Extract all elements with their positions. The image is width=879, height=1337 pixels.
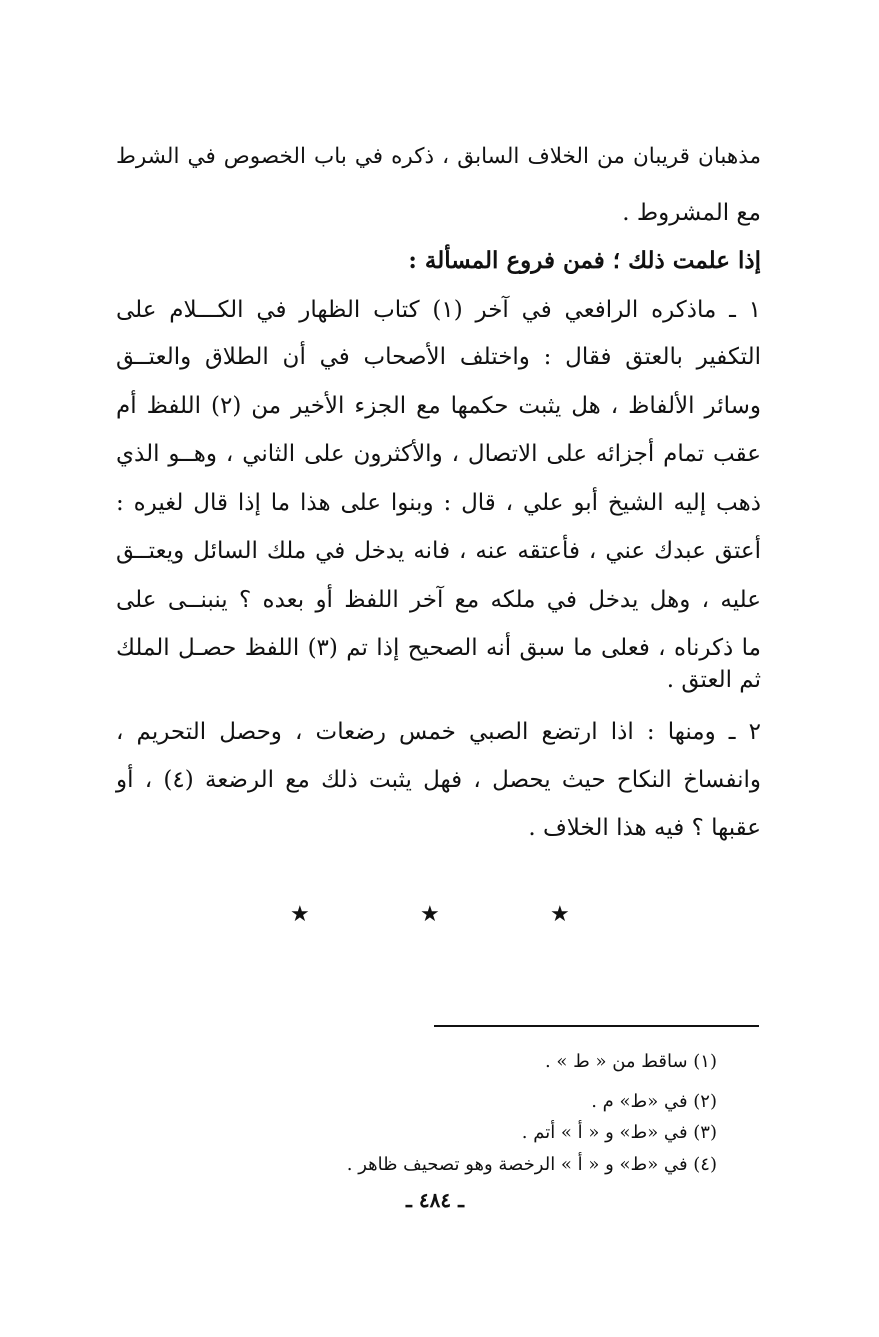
text-line-9: أعتق عبدك عني ، فأعتقه عنه ، فانه يدخل في ملك السائل ويعتــق	[116, 538, 761, 564]
text-line-15: عقبها ؟ فيه هذا الخلاف .	[528, 815, 761, 841]
footnote-4: (٤) في «ط» و « أ » الرخصة وهو تصحيف ظاهر .	[346, 1154, 717, 1175]
footnote-3: (٣) في «ط» و « أ » أتم .	[521, 1122, 717, 1143]
text-line-13: ٢ ـ ومنها : اذا ارتضع الصبي خمس رضعات ، وحصل التحريم ،	[116, 719, 761, 745]
footnote-divider	[434, 1025, 759, 1027]
section-heading: إذا علمت ذلك ؛ فمن فروع المسألة :	[408, 247, 761, 274]
footnote-1: (١) ساقط من « ط » .	[544, 1051, 717, 1072]
text-line-10: عليه ، وهل يدخل في ملكه مع آخر اللفظ أو بعده ؟ ينبنــى على	[116, 587, 761, 613]
text-line-1: مذهبان قريبان من الخلاف السابق ، ذكره في باب الخصوص في الشرط	[116, 144, 761, 169]
text-line-8: ذهب إليه الشيخ أبو علي ، قال : وبنوا على هذا ما إذا قال لغيره :	[116, 490, 761, 516]
star-icon: ★	[420, 902, 440, 927]
text-line-11: ما ذكرناه ، فعلى ما سبق أنه الصحيح إذا تم (٣) اللفظ حصـل الملك	[116, 635, 761, 661]
text-line-6: وسائر الألفاظ ، هل يثبت حكمها مع الجزء الأخير من (٢) اللفظ أم	[116, 393, 761, 419]
star-icon: ★	[290, 902, 310, 927]
section-separator	[280, 902, 580, 938]
text-line-5: التكفير بالعتق فقال : واختلف الأصحاب في أن الطلاق والعتــق	[116, 344, 761, 370]
text-line-14: وانفساخ النكاح حيث يحصل ، فهل يثبت ذلك مع الرضعة (٤) ، أو	[116, 767, 761, 793]
page-number: ـ ٤٨٤ ـ	[406, 1188, 464, 1212]
text-line-2: مع المشروط .	[622, 200, 761, 226]
text-line-7: عقب تمام أجزائه على الاتصال ، والأكثرون على الثاني ، وهــو الذي	[116, 441, 761, 467]
footnote-2: (٢) في «ط» م .	[591, 1091, 717, 1112]
text-line-12: ثم العتق .	[666, 667, 761, 693]
star-icon: ★	[550, 902, 570, 927]
text-line-4: ١ ـ ماذكره الرافعي في آخر (١) كتاب الظهار في الكـــلام على	[116, 297, 761, 323]
